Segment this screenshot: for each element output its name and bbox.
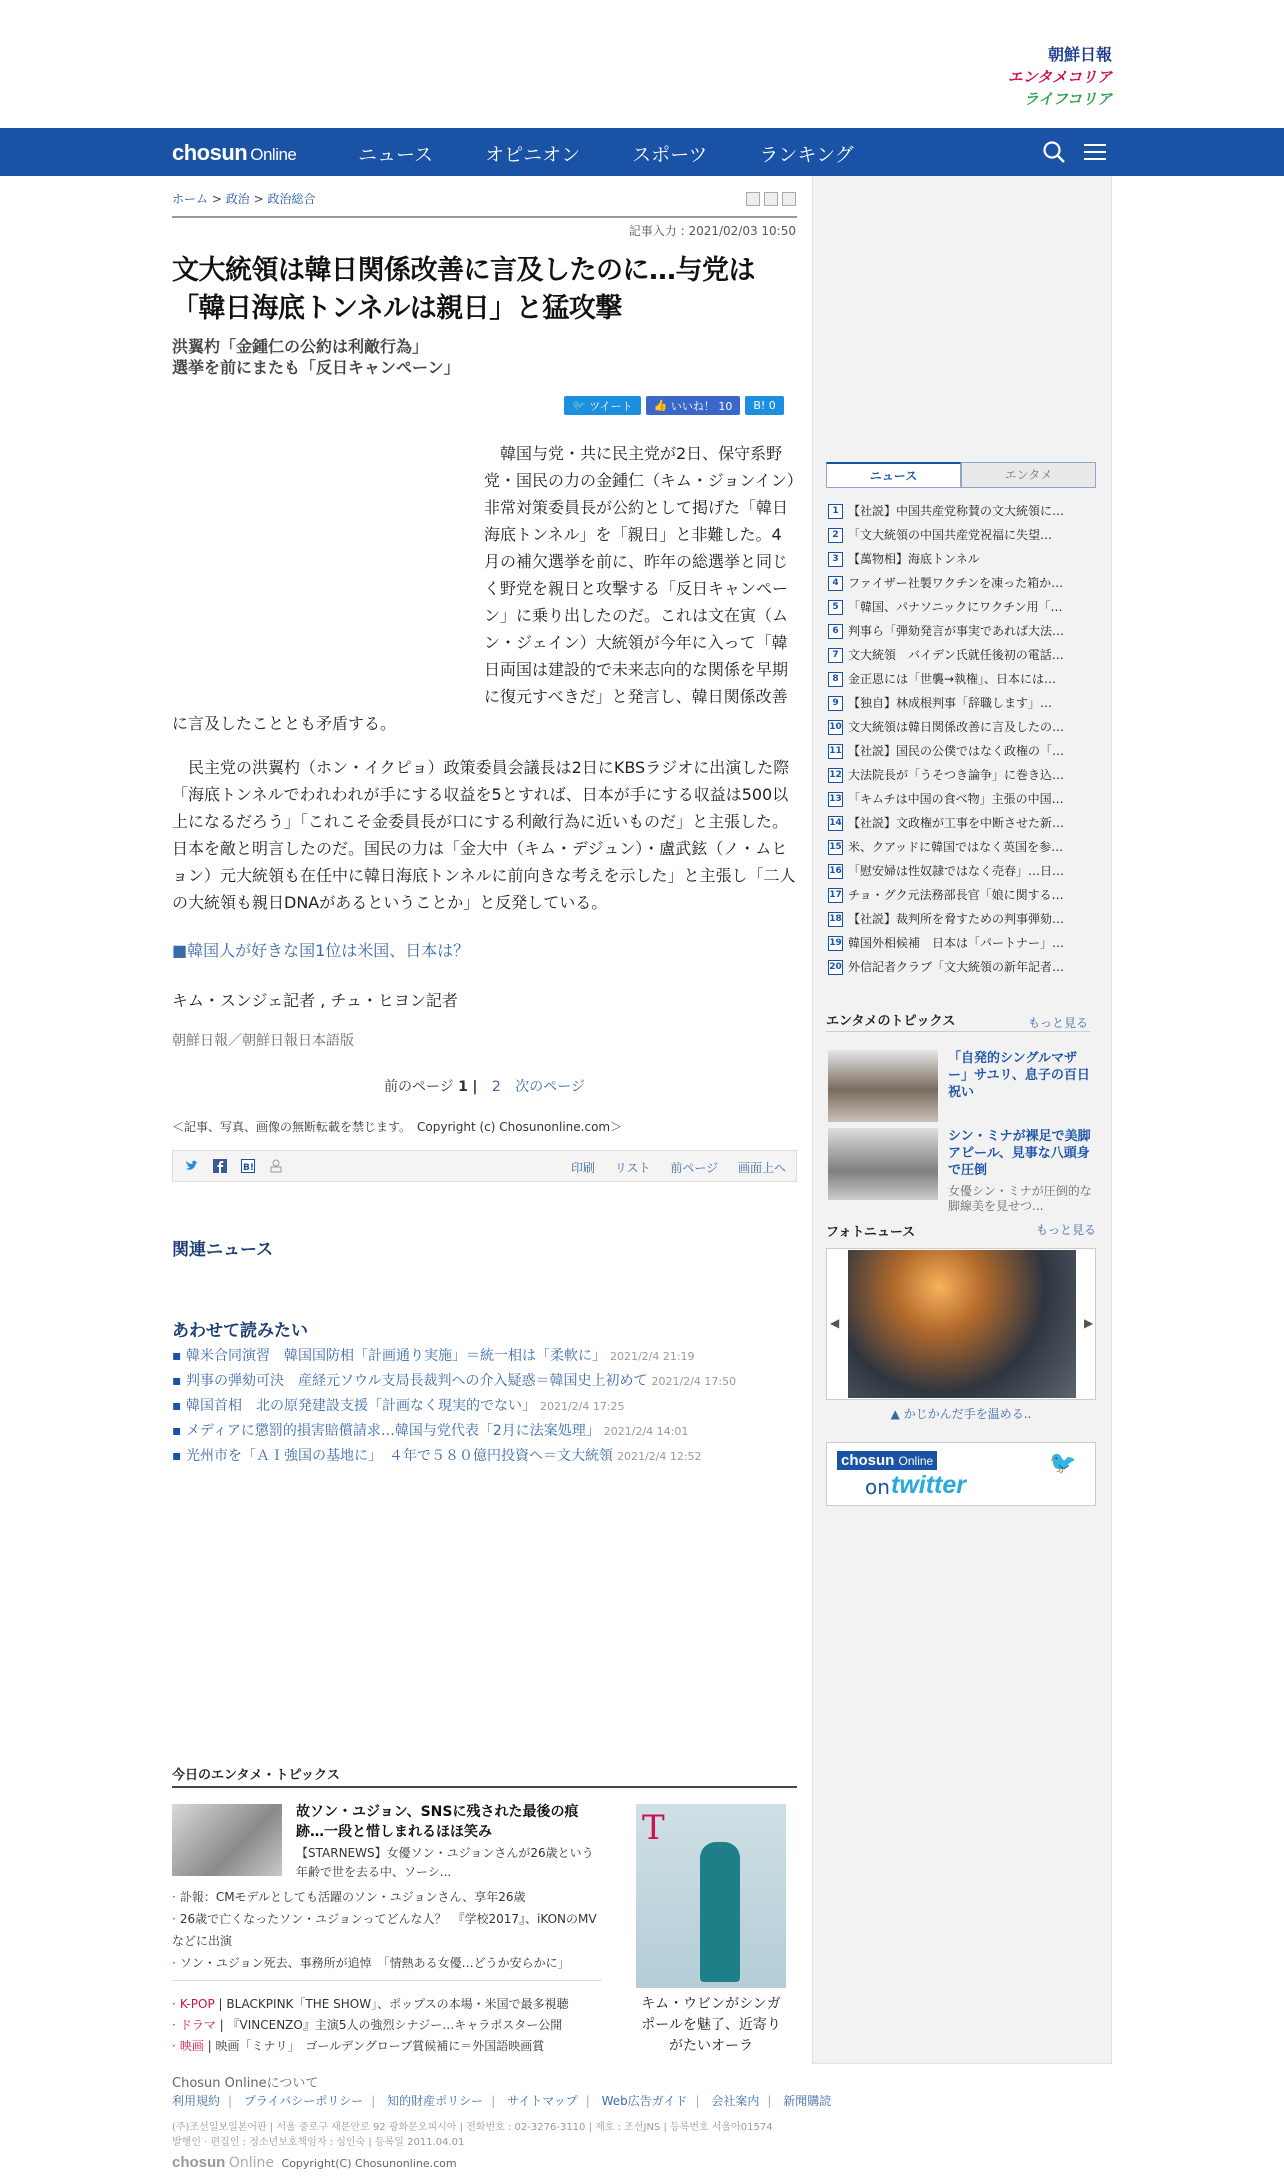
ranking-item[interactable] — [828, 955, 1096, 979]
list-item-title[interactable]: 光州市を「ＡＩ強国の基地に」 ４年で５８０億円投資へ＝文大統領 — [185, 1448, 613, 1464]
list-item-text[interactable]: 『VINCENZO』主演5人の強烈シナジー…キャラポスター公開 — [227, 2018, 563, 2032]
list-item-text[interactable]: 26歳で亡くなったソン・ユジョンってどんな人？ 『学校2017』、iKONのMVなどに出演 — [172, 1912, 597, 1948]
photo-news-image[interactable] — [848, 1250, 1076, 1398]
footer-link-company[interactable]: 会社案内 — [711, 2094, 760, 2108]
ranking-item[interactable] — [828, 595, 1096, 619]
bullet: · — [172, 1890, 176, 1904]
tweet-button[interactable] — [564, 396, 641, 415]
separator: | — [767, 2094, 772, 2108]
nav-item-opinion[interactable]: オピニオン — [485, 144, 581, 166]
company-info-line-2: 발행인 · 편집인 : 정소년보호책임자 : 심인숙 | 등록일 2011.04.01 — [172, 2137, 465, 2148]
bullet: ▪ — [172, 1423, 186, 1439]
ranking-item[interactable] — [828, 787, 1096, 811]
breadcrumb-subsection[interactable]: 政治総合 — [267, 192, 316, 206]
list-item-date: 2021/2/4 12:52 — [616, 1450, 702, 1463]
rank-number: 19 — [828, 936, 843, 951]
pager-separator: | — [472, 1079, 478, 1095]
rank-number: 1 — [828, 504, 843, 519]
print-link[interactable]: 印刷 — [570, 1161, 595, 1175]
ranking-item-title[interactable]: 判事ら「弾劾発言が事実であれば大法… — [848, 624, 1065, 638]
list-item[interactable] — [172, 1344, 797, 1369]
breadcrumb-separator: > — [253, 192, 264, 206]
bullet: ▪ — [172, 1398, 186, 1414]
rank-number: 10 — [828, 720, 843, 735]
search-icon[interactable] — [1042, 140, 1066, 164]
ranking-item-title[interactable]: ファイザー社製ワクチンを凍った箱か… — [848, 576, 1064, 590]
social-icons — [185, 1159, 283, 1173]
list-item-date: 2021/2/4 17:50 — [651, 1375, 737, 1388]
site-logo[interactable] — [172, 140, 296, 166]
entame-topic-lead: 【STARNEWS】女優ソン・ユジョンさんが26歳という年齢で世を去る中、ソーシ... — [296, 1846, 594, 1879]
category-label[interactable]: 映画 — [179, 2039, 204, 2053]
rank-number: 16 — [828, 864, 843, 879]
pagination — [172, 1076, 797, 1096]
entame-korea-link[interactable]: エンタメコリア — [1007, 68, 1112, 86]
list-item[interactable]: · ドラマ | 『VINCENZO』主演5人の強烈シナジー…キャラポスター公開 — [172, 2018, 563, 2032]
separator: | — [228, 2094, 233, 2108]
subhead-line-2: 選挙を前にまたも「反日キャンペーン」 — [172, 358, 460, 377]
ranking-list — [828, 499, 1096, 979]
ranking-item-title[interactable]: 【萬物相】海底トンネル — [848, 552, 980, 566]
facebook-icon[interactable] — [213, 1159, 227, 1173]
breadcrumb-home[interactable]: ホーム — [172, 192, 209, 206]
entame-topics-title: 今日のエンタメ・トピックス — [172, 1768, 340, 1783]
nav-item-sports[interactable]: スポーツ — [632, 144, 708, 166]
nav-item-news[interactable]: ニュース — [358, 144, 434, 166]
pager-page-2[interactable]: 2 — [491, 1079, 501, 1095]
ranking-item[interactable] — [828, 691, 1096, 715]
ranking-item-title[interactable]: チョ・グク元法務部長官「娘に関する… — [848, 888, 1064, 902]
bullet: ▪ — [172, 1373, 186, 1389]
footer-links — [172, 2092, 831, 2109]
ranking-item-title[interactable]: 「文大統領の中国共産党祝福に失望… — [848, 528, 1053, 542]
pager-prev[interactable]: 前のページ — [383, 1079, 454, 1095]
breadcrumb — [172, 190, 315, 207]
rank-number: 5 — [828, 600, 843, 615]
main-navbar — [0, 128, 1284, 176]
list-item[interactable]: · K-POP | BLACKPINK「THE SHOW」、ポップスの本場・米国で最多視聴 — [172, 1997, 569, 2011]
twitter-banner-logo — [837, 1451, 937, 1470]
ranking-item[interactable] — [828, 763, 1096, 787]
ranking-item[interactable] — [828, 907, 1096, 931]
rank-number: 12 — [828, 768, 843, 783]
entame-sidebar-title: エンタメのトピックス — [826, 1014, 956, 1029]
footer-link-subscribe[interactable]: 新聞購読 — [783, 2094, 832, 2108]
hatena-bookmark-button[interactable] — [745, 396, 783, 415]
list-item[interactable] — [172, 1952, 602, 1974]
ranking-item-title[interactable]: 「キムチは中国の食べ物」主張の中国… — [848, 792, 1064, 806]
share-buttons — [564, 396, 784, 415]
separator: | — [371, 2094, 376, 2108]
bullet: ▪ — [172, 1448, 186, 1464]
pager-current: 1 — [458, 1079, 468, 1095]
ranking-item-title[interactable]: 文大統領は韓日関係改善に言及したの… — [848, 720, 1065, 734]
like-button[interactable] — [646, 396, 741, 415]
footer-logo: chosun — [172, 2154, 226, 2171]
twitter-icon[interactable] — [185, 1159, 199, 1173]
like-label: いいね！ 10 — [670, 399, 733, 413]
article-date: 記事入力 : 2021/02/03 10:50 — [628, 224, 796, 238]
bullet: · — [172, 1997, 176, 2011]
list-item[interactable] — [172, 1369, 797, 1394]
list-item[interactable] — [172, 1419, 797, 1444]
chosun-ilbo-link[interactable]: 朝鮮日報 — [1047, 45, 1112, 64]
twitter-banner-word: twitter — [891, 1471, 966, 1499]
entame-topic-list — [172, 1886, 602, 1974]
photo-more-link[interactable]: もっと見る — [1036, 1223, 1097, 1237]
bullet: · — [172, 2018, 176, 2032]
carousel-prev-icon[interactable]: ◀ — [830, 1316, 840, 1330]
rank-number: 14 — [828, 816, 843, 831]
previous-page-link[interactable]: 前ページ — [670, 1161, 719, 1175]
twitter-banner-logo-sub: Online — [898, 1454, 934, 1468]
rank-number: 15 — [828, 840, 843, 855]
breadcrumb-section[interactable]: 政治 — [225, 192, 250, 206]
page-top-link[interactable]: 画面上へ — [737, 1161, 786, 1175]
article-toolbar — [172, 1150, 797, 1182]
footer-company-info — [172, 2120, 773, 2150]
logo-main-text: chosun — [172, 140, 248, 165]
ranking-item-title[interactable]: 金正恩には「世襲→執権」、日本には… — [848, 672, 1057, 686]
list-item[interactable] — [172, 1908, 602, 1952]
ranking-item[interactable] — [828, 547, 1096, 571]
list-link[interactable]: リスト — [614, 1161, 651, 1175]
category-label[interactable]: ドラマ — [179, 2018, 216, 2032]
magazine-caption[interactable]: キム・ウビンがシンガポールを魅了、近寄りがたいオーラ — [641, 1996, 781, 2054]
related-news-title: 関連ニュース — [172, 1240, 274, 1260]
ranking-item-title[interactable]: 【社説】中国共産党称賛の文大統領に… — [848, 504, 1065, 518]
ranking-item[interactable] — [828, 931, 1096, 955]
ranking-item-title[interactable]: 「韓国、パナソニックにワクチン用「… — [848, 600, 1063, 614]
entame-more-link[interactable]: もっと見る — [1028, 1016, 1089, 1030]
list-item[interactable] — [172, 1886, 602, 1908]
separator: | — [585, 2094, 590, 2108]
magazine-logo: T — [642, 1808, 665, 1848]
entame-title-1[interactable]: 「自発的シングルマザー」サユリ、息子の百日祝い — [948, 1051, 1090, 1100]
rank-number: 9 — [828, 696, 843, 711]
ranking-item[interactable] — [828, 835, 1096, 859]
twitter-banner[interactable] — [826, 1442, 1096, 1506]
ranking-item-title[interactable]: 【社説】裁判所を脅すための判事弾劾… — [848, 912, 1065, 926]
ranking-item[interactable] — [828, 619, 1096, 643]
ranking-item-title[interactable]: 外信記者クラブ「文大統領の新年記者… — [848, 960, 1065, 974]
rank-number: 2 — [828, 528, 843, 543]
entame-thumb-2[interactable] — [828, 1128, 938, 1200]
twitter-icon: 🐦 — [572, 399, 590, 412]
ranking-item[interactable] — [828, 811, 1096, 835]
entame-topic-image[interactable] — [172, 1804, 282, 1876]
tab-entame[interactable]: エンタメ — [961, 462, 1096, 488]
copyright-text: Copyright(C) Chosunonline.com — [281, 2157, 457, 2170]
ranking-item[interactable] — [828, 499, 1096, 523]
magazine-cover-image[interactable] — [636, 1804, 786, 1988]
ranking-item[interactable] — [828, 667, 1096, 691]
ranking-item[interactable] — [828, 643, 1096, 667]
list-item-text[interactable]: 映画「ミナリ」 ゴールデングローブ賞候補に＝外国語映画賞 — [215, 2039, 545, 2053]
ranking-item-title[interactable]: 「慰安婦は性奴隷ではなく売春」…日… — [848, 864, 1065, 878]
pager-next[interactable]: 次のページ — [515, 1079, 586, 1095]
bullet: · — [172, 1956, 176, 1970]
logo-sub-text: Online — [250, 145, 297, 164]
footer-link-privacy[interactable]: プライバシーポリシー — [243, 2094, 364, 2108]
twitter-banner-on: on — [865, 1475, 890, 1499]
photo-caption[interactable]: ▲ かじかんだ手を温める.. — [890, 1407, 1032, 1421]
list-item-title[interactable]: 韓国首相 北の原発建設支援「計画なく現実的でない」 — [185, 1398, 536, 1414]
rank-number: 8 — [828, 672, 843, 687]
brand-links — [1008, 44, 1112, 110]
ranking-item-title[interactable]: 文大統領 バイデン氏就任後初の電話… — [848, 648, 1064, 662]
entame-title-2[interactable]: シン・ミナが裸足で美脚アピール、見事な八頭身で圧倒 — [948, 1129, 1091, 1178]
tweet-label: ツイート — [589, 399, 633, 413]
category-label[interactable]: K-POP — [179, 1997, 215, 2011]
list-item-date: 2021/2/4 14:01 — [603, 1425, 689, 1438]
paragraph-1: 韓国与党・共に民主党が2日、保守系野党・国民の力の金鍾仁（キム・ジョンイン）非常対策委員長が公約として掲げた「韓日海底トンネル」を「親日」と非難した。4月の補欠選挙を前に、昨年の総選挙と同じく野党を親日と攻撃する「反日キャンペーン」に乗り出したのだ。これは文在寅（ムン・ジェイン）大統領が今年に入って「韓日両国は建設的で未来志向的な関係を早期に復元すべきだ」と発言し、韓日関係改善に言及したこととも矛盾する。 — [172, 444, 795, 733]
back-icon[interactable] — [782, 192, 796, 206]
footer-link-sitemap[interactable]: サイトマップ — [507, 2094, 578, 2108]
reporter-byline: キム・スンジェ記者 , チュ・ヒヨン記者 — [172, 991, 458, 1010]
share-icon[interactable] — [269, 1159, 283, 1173]
ranking-item[interactable] — [828, 523, 1096, 547]
font-smaller-icon[interactable] — [746, 192, 760, 206]
nav-menu — [358, 140, 906, 167]
rank-number: 13 — [828, 792, 843, 807]
thumbs-up-icon: 👍 — [653, 399, 671, 412]
separator: | — [491, 2094, 496, 2108]
rank-number: 7 — [828, 648, 843, 663]
separator: | — [695, 2094, 700, 2108]
rank-number: 6 — [828, 624, 843, 639]
rank-number: 11 — [828, 744, 843, 759]
footer-link-terms[interactable]: 利用規約 — [172, 2094, 221, 2108]
font-larger-icon[interactable] — [764, 192, 778, 206]
nav-item-ranking[interactable]: ランキング — [759, 144, 854, 166]
divider — [172, 1786, 797, 1788]
company-info-line-1: (주)조선일보일본어판 | 서울 중로구 새문안로 92 광화문오피시아 | 전화번호 : 02-3276-3110 | 제호 : 조선JNS | 등록번호 서울아01574 — [172, 2122, 773, 2133]
ranking-item[interactable] — [828, 739, 1096, 763]
hatena-bookmark-icon[interactable] — [241, 1159, 255, 1173]
article-body-1 — [172, 440, 797, 737]
entame-topic-headline[interactable]: 故ソン・ユジョン、SNSに残された最後の痕跡…一段と惜しまれるほほ笑み — [296, 1804, 579, 1840]
carousel-next-icon[interactable]: ▶ — [1084, 1316, 1094, 1330]
list-item[interactable] — [172, 1444, 797, 1469]
hamburger-menu-icon[interactable] — [1084, 142, 1106, 162]
ranking-item-title[interactable]: 【社説】文政権が工事を中断させた新… — [848, 816, 1065, 830]
ranking-item-title[interactable]: 米、クアッドに韓国ではなく英国を参… — [848, 840, 1064, 854]
ranking-item[interactable] — [828, 883, 1096, 907]
list-item-text[interactable]: ソン・ユジョン死去、事務所が追悼 「情熱ある女優…どうか安らかに」 — [179, 1956, 570, 1970]
twitter-banner-logo-main: chosun — [841, 1452, 895, 1469]
entame-thumb-1[interactable] — [828, 1050, 938, 1122]
list-item-text[interactable]: 訃報：CMモデルとしても活躍のソン・ユジョンさん、享年26歳 — [179, 1890, 526, 1904]
subhead-line-1: 洪翼杓「金鍾仁の公約は利敵行為」 — [172, 337, 429, 356]
photo-news-title: フォトニュース — [826, 1225, 916, 1240]
list-item[interactable] — [172, 1394, 797, 1419]
ranking-item-title[interactable]: 【社説】国民の公僕ではなく政権の「… — [848, 744, 1065, 758]
rank-number: 4 — [828, 576, 843, 591]
list-item-date: 2021/2/4 17:25 — [539, 1400, 625, 1413]
entame-sub-2: 女優シン・ミナが圧倒的な脚線美を見せつ... — [948, 1184, 1092, 1213]
ranking-item[interactable] — [828, 715, 1096, 739]
bullet: · — [172, 2039, 176, 2053]
svg-text:B!: B! — [243, 1163, 254, 1173]
article-subhead — [172, 336, 797, 378]
ad-space — [826, 190, 1096, 430]
list-item[interactable]: · 映画 | 映画「ミナリ」 ゴールデングローブ賞候補に＝外国語映画賞 — [172, 2039, 545, 2053]
header-rule — [172, 216, 797, 218]
article-tool-icons — [746, 192, 796, 206]
read-together-list — [172, 1344, 797, 1469]
twitter-bird-icon: 🐦 — [1049, 1451, 1077, 1476]
list-item-title[interactable]: 韓米合同演習 韓国国防相「計画通り実施」＝統一相は「柔軟に」 — [185, 1348, 606, 1364]
ranking-item-title[interactable]: 大法院長が「うそつき論争」に巻き込… — [848, 768, 1065, 782]
tab-news[interactable]: ニュース — [826, 462, 961, 488]
footer-copyright — [172, 2154, 457, 2171]
toolbar-links — [555, 1159, 786, 1176]
hatena-label: B! 0 — [753, 399, 776, 412]
article-copyright: ＜記事、写真、画像の無断転載を禁じます。 Copyright (c) Chosunonline.com＞ — [172, 1120, 623, 1134]
read-together-title: あわせて読みたい — [172, 1321, 308, 1341]
article-headline: 文大統領は韓日関係改善に言及したのに…与党は「韓日海底トンネルは親日」と猛攻撃 — [172, 255, 755, 324]
ranking-item-title[interactable]: 韓国外相候補 日本は「パートナー」… — [848, 936, 1065, 950]
divider — [172, 1980, 602, 1981]
ranking-item-title[interactable]: 【独自】林成根判事「辞職します」… — [848, 696, 1053, 710]
footer-link-ad-guide[interactable]: Web広告ガイド — [601, 2094, 688, 2108]
footer-link-ip[interactable]: 知的財産ポリシー — [387, 2094, 484, 2108]
ranking-item[interactable] — [828, 859, 1096, 883]
list-item-date: 2021/2/4 21:19 — [609, 1350, 695, 1363]
rank-number: 17 — [828, 888, 843, 903]
ranking-tabs — [826, 462, 1096, 488]
divider — [826, 487, 1096, 488]
magazine-figure — [700, 1842, 740, 1982]
list-item-text[interactable]: BLACKPINK「THE SHOW」、ポップスの本場・米国で最多視聴 — [226, 1997, 569, 2011]
breadcrumb-separator: > — [211, 192, 222, 206]
rank-number: 20 — [828, 960, 843, 975]
entame-category-list — [172, 1994, 612, 2057]
list-item-title[interactable]: メディアに懲罰的損害賠償請求…韓国与党代表「2月に法案処理」 — [185, 1423, 600, 1439]
divider — [826, 1031, 1090, 1032]
rank-number: 3 — [828, 552, 843, 567]
bullet: ▪ — [172, 1348, 186, 1364]
bullet: · — [172, 1912, 176, 1926]
list-item-title[interactable]: 判事の弾劾可決 産経元ソウル支局長裁判への介入疑惑＝韓国史上初めて — [185, 1373, 648, 1389]
rank-number: 18 — [828, 912, 843, 927]
article-image-placeholder — [172, 440, 484, 698]
related-article-link[interactable]: ■韓国人が好きな国1位は米国、日本は？ — [172, 941, 470, 960]
paragraph-2: 民主党の洪翼杓（ホン・イクピョ）政策委員会議長は2日にKBSラジオに出演した際「海底トンネルでわれわれが手にする収益を5とすれば、日本が手にする収益は500以上になるだろう」「これこそ金委員長が口にする利敵行為に近いものだ」と主張した。日本を敵と明言したのだ。国民の力は「金大中（キム・デジュン）・盧武鉉（ノ・ムヒョン）元大統領も在任中に韓日海底トンネルに前向きな考えを示した」と主張し「二人の大統領も親日DNAがあるということか」と反発している。 — [172, 758, 796, 912]
life-korea-link[interactable]: ライフコリア — [1023, 90, 1112, 108]
article-source: 朝鮮日報／朝鮮日報日本語版 — [172, 1033, 354, 1049]
footer-about[interactable]: Chosun Onlineについて — [172, 2076, 319, 2091]
ranking-item[interactable] — [828, 571, 1096, 595]
footer-logo-sub: Online — [228, 2155, 275, 2171]
